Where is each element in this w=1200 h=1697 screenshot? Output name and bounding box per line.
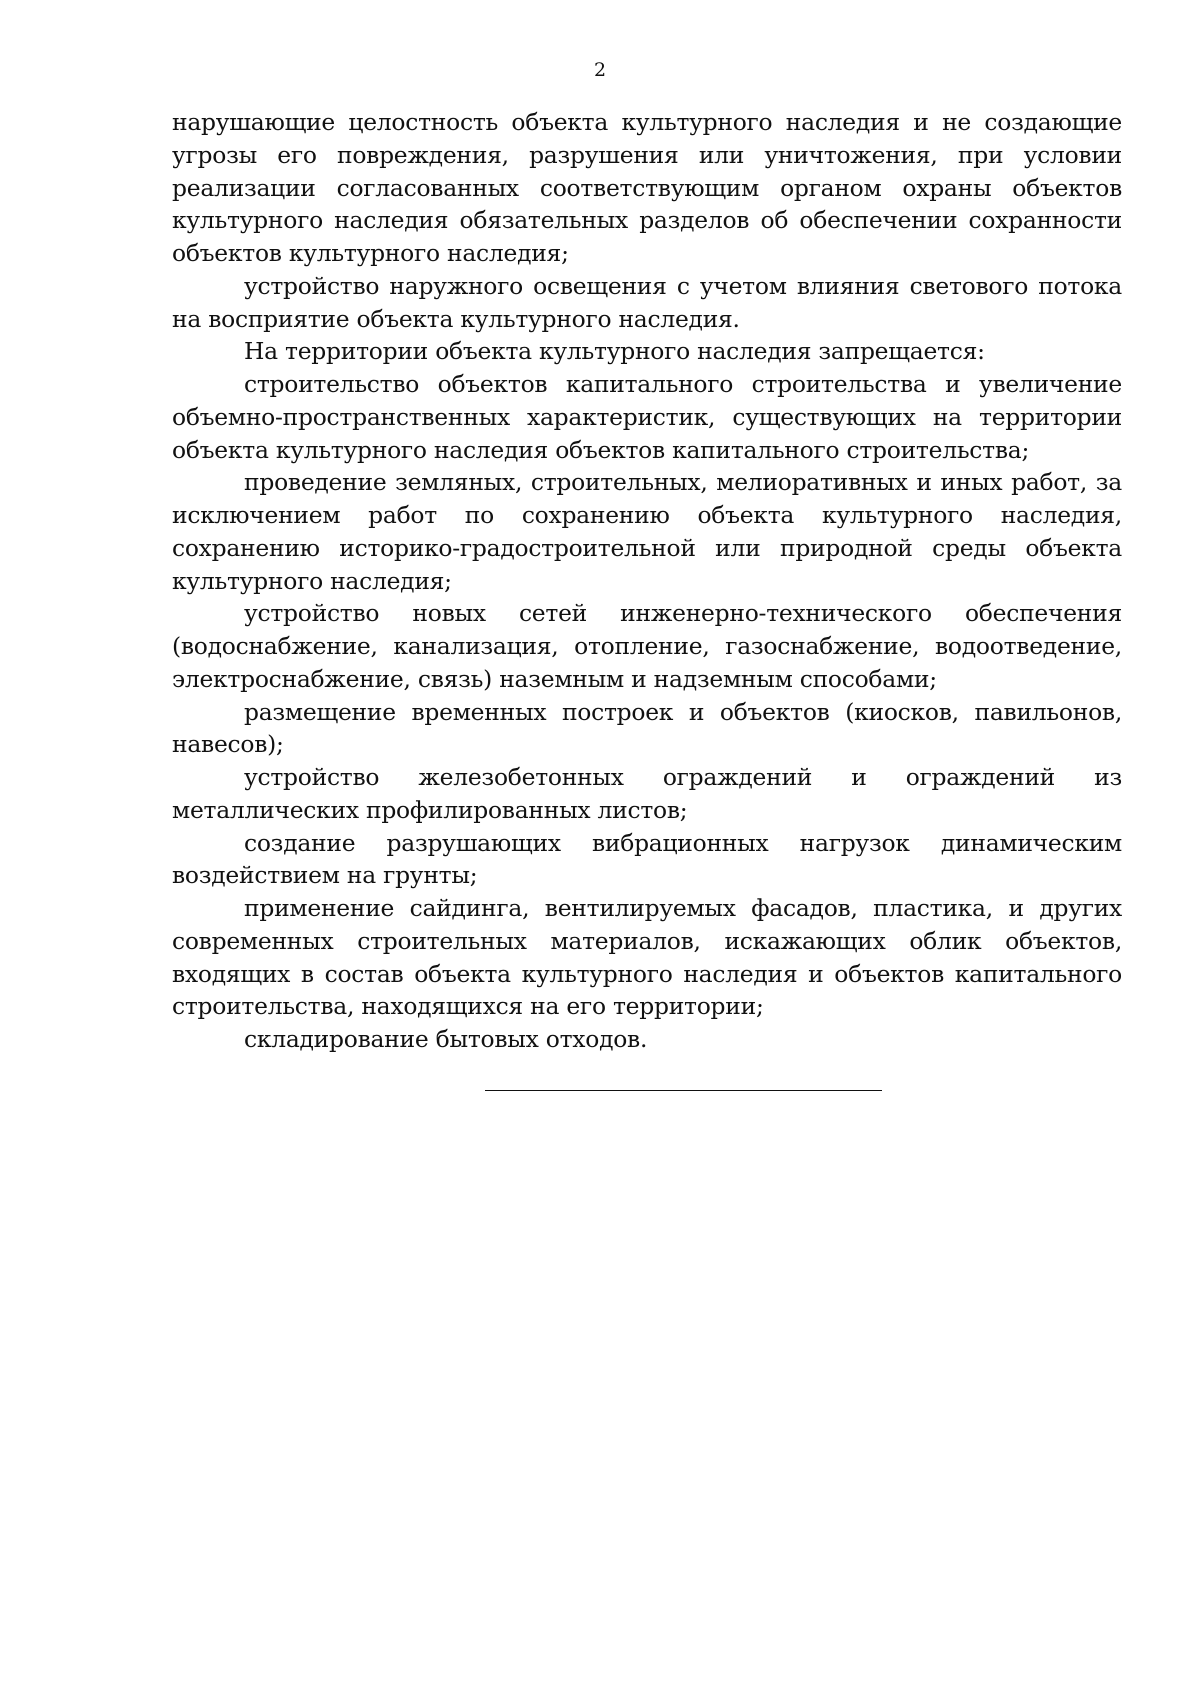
paragraph-earthworks-ban: проведение земляных, строительных, мелиоративных и иных работ, за исключением работ по сохранению объекта культурного наследия, сохранению историко-градостроительной или природной среды объекта культурного наследия;	[172, 468, 1122, 595]
paragraph-modern-materials-ban: применение сайдинга, вентилируемых фасадов, пластика, и других современных строительных материалов, искажающих облик объектов, входящих в состав объекта культурного наследия и объектов капитального строительства, находящихся на его территории;	[172, 894, 1122, 1021]
closing-divider-line	[485, 1090, 882, 1091]
paragraph-temporary-structures-ban: размещение временных построек и объектов (киосков, павильонов, навесов);	[172, 697, 1122, 759]
paragraph-construction-ban: строительство объектов капитального строительства и увеличение объемно-пространственных характеристик, существующих на территории объекта культурного наследия объектов капитального строительства;	[172, 370, 1122, 464]
page-number: 2	[593, 59, 607, 81]
paragraph-waste-storage-ban: складирование бытовых отходов.	[244, 1025, 648, 1053]
paragraph-continuation: нарушающие целостность объекта культурного наследия и не создающие угрозы его повреждения, разрушения или уничтожения, при условии реализации согласованных соответствующим органом охраны объектов культурного наследия обязательных разделов об обеспечении сохранности объектов культурного наследия;	[172, 108, 1122, 267]
document-body	[172, 106, 1122, 1056]
paragraph-utility-networks-ban: устройство новых сетей инженерно-технического обеспечения (водоснабжение, канализация, отопление, газоснабжение, водоотведение, электроснабжение, связь) наземным и надземным способами;	[172, 599, 1122, 693]
paragraph-prohibitions-heading: На территории объекта культурного наследия запрещается:	[244, 337, 985, 366]
paragraph-vibration-loads-ban: создание разрушающих вибрационных нагрузок динамическим воздействием на грунты;	[172, 828, 1122, 890]
paragraph-fences-ban: устройство железобетонных ограждений и ограждений из металлических профилированных листов;	[172, 763, 1122, 824]
paragraph-outdoor-lighting: устройство наружного освещения с учетом влияния светового потока на восприятие объекта культурного наследия.	[172, 271, 1122, 333]
